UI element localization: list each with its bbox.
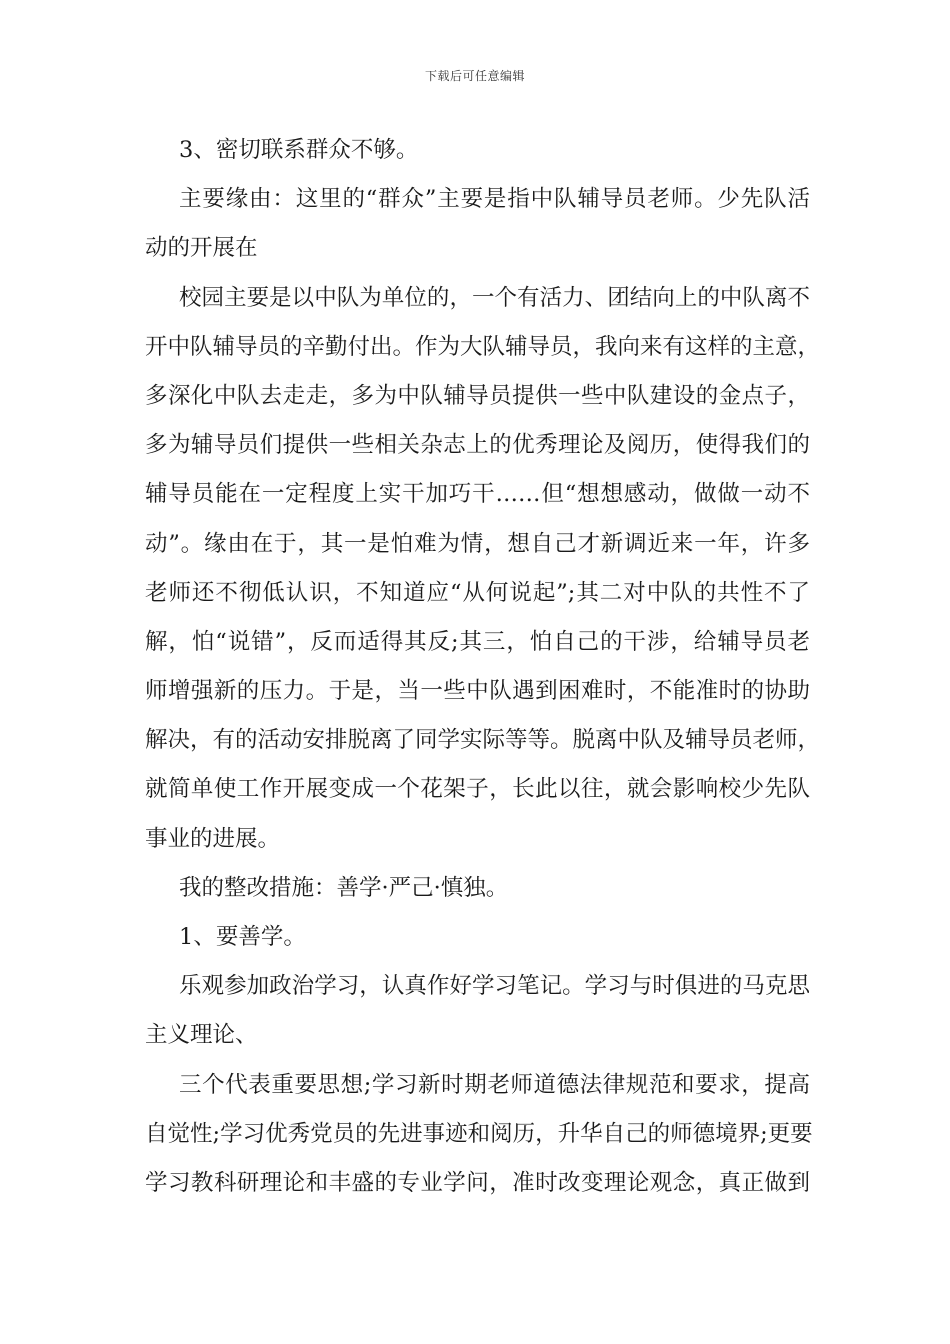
paragraph-line: 解，怕“说错”，反而适得其反;其三，怕自己的干涉，给辅导员老 [145,628,810,655]
paragraph-line: 三个代表重要思想;学习新时期老师道德法律规范和要求，提高 [179,1071,810,1098]
paragraph-line: 我的整改措施：善学·严己·慎独。 [179,874,509,901]
document-body [145,126,821,1208]
paragraph-line: 校园主要是以中队为单位的，一个有活力、团结向上的中队离不 [179,284,810,311]
paragraph-line: 事业的进展。 [145,825,281,852]
paragraph-line: 主要缘由：这里的“群众”主要是指中队辅导员老师。少先队活 [179,186,810,213]
paragraph-line: 3、密切联系群众不够。 [179,137,419,163]
paragraph-line: 自觉性;学习优秀党员的先进事迹和阅历，升华自己的师德境界;更要 [145,1120,813,1147]
paragraph-line: 动的开展在 [145,235,258,262]
paragraph-line: 开中队辅导员的辛勤付出。作为大队辅导员，我向来有这样的主意， [145,333,821,360]
paragraph-line: 多深化中队去走走，多为中队辅导员提供一些中队建设的金点子， [145,382,810,409]
paragraph-line: 1、要善学。 [179,924,306,950]
paragraph-line: 多为辅导员们提供一些相关杂志上的优秀理论及阅历，使得我们的 [145,432,810,459]
page-header: 下载后可任意编辑 [424,69,525,83]
paragraph-line: 就简单使工作开展变成一个花架子，长此以往，就会影响校少先队 [145,776,810,803]
paragraph-line: 主义理论、 [145,1022,258,1049]
paragraph-line: 辅导员能在一定程度上实干加巧干……但“想想感动，做做一动不 [145,481,810,508]
paragraph-line: 解决，有的活动安排脱离了同学实际等等。脱离中队及辅导员老师， [145,727,821,754]
paragraph-line: 学习教科研理论和丰盛的专业学问，准时改变理论观念，真正做到 [145,1169,810,1196]
paragraph-line: 乐观参加政治学习，认真作好学习笔记。学习与时俱进的马克思 [179,973,810,1000]
paragraph-line: 老师还不彻低认识，不知道应“从何说起”;其二对中队的共性不了 [145,579,810,606]
paragraph-line: 师增强新的压力。于是，当一些中队遇到困难时，不能准时的协助 [145,678,810,705]
paragraph-line: 动”。缘由在于，其一是怕难为情，想自己才新调近来一年，许多 [145,530,810,557]
